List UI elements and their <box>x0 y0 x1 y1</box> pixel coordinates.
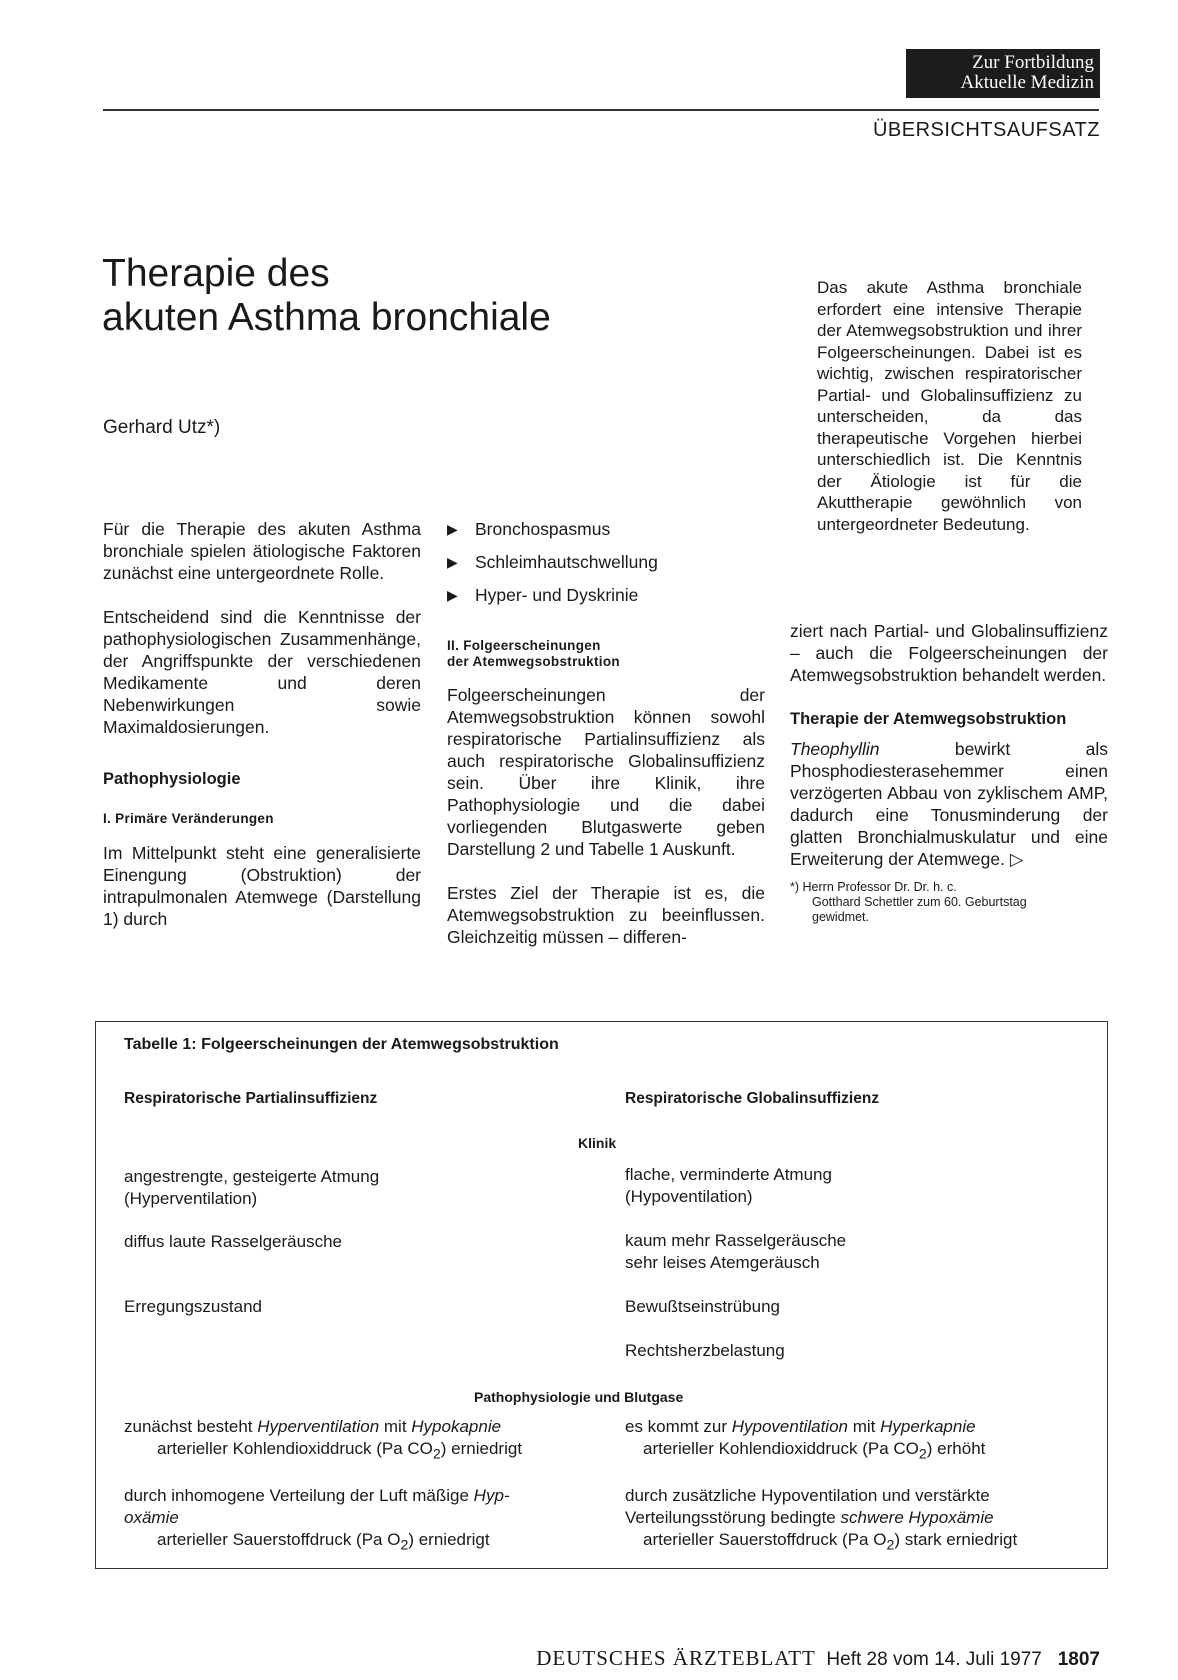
triangle-right-icon: ▶ <box>447 521 458 537</box>
subscript: 2 <box>886 1537 895 1554</box>
cell-text: Hypoventilation <box>731 1417 848 1436</box>
cell-text: ) stark erniedrigt <box>894 1530 1018 1549</box>
article-title <box>102 252 551 340</box>
section-label: ÜBERSICHTSAUFSATZ <box>872 119 1100 141</box>
cell-text: oxämie <box>124 1508 179 1527</box>
cell-text: schwere Hypoxämie <box>840 1508 994 1527</box>
column-header-partial: Respiratorische Partialinsuffizienz <box>124 1090 378 1107</box>
cell-text: Hyperkapnie <box>880 1417 976 1436</box>
cell-text: durch inhomogene Verteilung der Luft mäßige <box>124 1486 474 1505</box>
badge-line-2: Aktuelle Medizin <box>960 72 1094 93</box>
list-item <box>447 551 765 573</box>
subscript: 2 <box>918 1446 927 1463</box>
cell-text: Verteilungsstörung bedingte <box>625 1508 841 1527</box>
subscript: 2 <box>432 1446 441 1463</box>
cell-text: mit <box>379 1417 412 1436</box>
cell-line: sehr leises Atemgeräusch <box>625 1253 820 1272</box>
cell-text: es kommt zur <box>625 1417 732 1436</box>
cell-text: arterieller Sauerstoffdruck (Pa O <box>643 1530 887 1549</box>
list-item <box>447 518 765 540</box>
paragraph: Erstes Ziel der Therapie ist es, die Atemwegsobstruktion zu beeinflussen. Gleichzeitig müssen – differen- <box>447 883 765 947</box>
issue-info: Heft 28 vom 14. Juli 1977 <box>826 1649 1042 1670</box>
column-1 <box>103 518 421 952</box>
header-rule <box>103 109 1099 111</box>
cell-text: durch zusätzliche Hypoventilation und verstärkte <box>625 1486 990 1505</box>
table-cell <box>625 1416 1085 1465</box>
cell-text: arterieller Sauerstoffdruck (Pa O <box>157 1530 401 1549</box>
cell-text: zunächst besteht <box>124 1417 258 1436</box>
column-3 <box>790 620 1108 925</box>
list-item-label: Hyper- und Dyskrinie <box>475 585 639 605</box>
table-cell: Bewußtseinstrübung <box>625 1297 780 1316</box>
cell-line: flache, verminderte Atmung <box>625 1165 832 1184</box>
table-cell <box>124 1166 379 1210</box>
heading-line-2: der Atemwegsobstruktion <box>447 654 620 669</box>
cell-text: arterieller Kohlendioxiddruck (Pa CO <box>643 1439 919 1458</box>
list-item <box>447 584 765 606</box>
paragraph-text: bewirkt als Phosphodiesterasehemmer einen verzögerten Abbau von zyklischem AMP, dadurch eine Tonusminderung der glatten Bronchialmuskulatur und eine Erweiterung der Atemwege. <box>790 739 1108 869</box>
footnote-line: Gotthard Schettler zum 60. Geburtstag <box>812 895 1027 909</box>
cell-text: ) erniedrigt <box>408 1530 490 1549</box>
subscript: 2 <box>400 1537 409 1554</box>
paragraph <box>790 738 1108 870</box>
journal-name: DEUTSCHES ÄRZTEBLATT <box>536 1646 816 1670</box>
table-cell <box>124 1485 594 1556</box>
triangle-right-icon: ▶ <box>447 587 458 603</box>
cell-line: angestrengte, gesteigerte Atmung <box>124 1167 380 1186</box>
table-cell: Erregungszustand <box>124 1297 262 1316</box>
triangle-right-icon: ▶ <box>447 554 458 570</box>
paragraph: Im Mittelpunkt steht eine generalisierte Einengung (Obstruktion) der intrapulmonalen Atemwege (Darstellung 1) durch <box>103 843 421 929</box>
heading-line-1: II. Folgeerscheinungen <box>447 638 601 653</box>
heading-folgeerscheinungen <box>447 638 765 670</box>
author: Gerhard Utz*) <box>103 417 221 438</box>
heading-therapie: Therapie der Atemwegsobstruktion <box>790 710 1067 728</box>
paragraph: Für die Therapie des akuten Asthma bronchiale spielen ätiologische Faktoren zunächst eine untergeordnete Rolle. <box>103 519 421 583</box>
table-cell <box>124 1416 594 1465</box>
cell-text: ) erniedrigt <box>440 1439 523 1458</box>
footnote <box>790 880 1108 925</box>
badge-line-1: Zur Fortbildung <box>972 52 1094 73</box>
title-line-2: akuten Asthma bronchiale <box>102 296 551 339</box>
cell-text: Hypokapnie <box>411 1417 502 1436</box>
list-item-label: Schleimhautschwellung <box>475 552 658 572</box>
title-line-1: Therapie des <box>102 252 330 295</box>
table-cell: diffus laute Rasselgeräusche <box>124 1232 342 1251</box>
section-pathophysiologie: Pathophysiologie und Blutgase <box>474 1389 684 1405</box>
section-badge <box>906 49 1100 98</box>
drug-name: Theophyllin <box>790 739 880 759</box>
continue-arrow-icon: ▷ <box>1009 849 1024 869</box>
bullet-list <box>447 518 765 606</box>
cell-text: arterieller Kohlendioxiddruck (Pa CO <box>157 1439 433 1458</box>
page-footer <box>536 1646 1100 1671</box>
footnote-line: gewidmet. <box>812 910 869 924</box>
heading-pathophysiologie: Pathophysiologie <box>103 770 241 788</box>
page-number: 1807 <box>1057 1649 1100 1670</box>
cell-line: (Hyperventilation) <box>124 1189 258 1208</box>
cell-line: (Hypoventilation) <box>625 1187 753 1206</box>
column-header-global: Respiratorische Globalinsuffizienz <box>625 1090 880 1107</box>
cell-text: Hyp- <box>473 1486 510 1505</box>
table-cell: Rechtsherzbelastung <box>625 1341 785 1360</box>
section-klinik: Klinik <box>578 1135 617 1151</box>
table-caption: Tabelle 1: Folgeerscheinungen der Atemwegsobstruktion <box>124 1036 559 1053</box>
paragraph: Folgeerscheinungen der Atemwegsobstruktion können sowohl respiratorische Partialinsuffizienz als auch respiratorische Globalinsuffizienz sein. Über ihre Klinik, ihre Pathophysiologie und die dabei vorliegenden Blutgaswerte geben Darstellung 2 und Tabelle 1 Auskunft. <box>447 685 765 859</box>
footnote-mark: *) <box>790 880 800 894</box>
cell-text: ) erhöht <box>926 1439 986 1458</box>
footnote-line: Herrn Professor Dr. Dr. h. c. <box>802 880 957 894</box>
abstract: Das akute Asthma bronchiale erfordert eine intensive Therapie der Atemwegsobstruktion und ihrer Folgeerscheinungen. Dabei ist es wichtig, zwischen respiratorischer Partial- und Globalinsuffizienz zu unterscheiden, da das therapeutische Vorgehen hierbei unterschiedlich ist. Die Kenntnis der Ätiologie ist für die Akuttherapie gewöhnlich von untergeordneter Bedeutung. <box>817 278 1082 534</box>
paragraph: Entscheidend sind die Kenntnisse der pathophysiologischen Zusammenhänge, der Angriffspunkte der verschiedenen Medikamente und deren Nebenwirkungen sowie Maximaldosierungen. <box>103 607 421 737</box>
table-cell <box>625 1230 846 1274</box>
heading-primaere-veraenderungen: I. Primäre Veränderungen <box>103 811 274 826</box>
cell-text: Hyperventilation <box>257 1417 380 1436</box>
list-item-label: Bronchospasmus <box>475 519 611 539</box>
cell-text: mit <box>848 1417 881 1436</box>
table-cell <box>625 1164 832 1208</box>
column-2 <box>447 518 765 970</box>
paragraph: ziert nach Partial- und Globalinsuffizienz – auch die Folgeerscheinungen der Atemwegsobstruktion behandelt werden. <box>790 621 1108 685</box>
table-cell <box>625 1485 1085 1556</box>
cell-line: kaum mehr Rasselgeräusche <box>625 1231 847 1250</box>
table-1 <box>95 1021 1108 1569</box>
